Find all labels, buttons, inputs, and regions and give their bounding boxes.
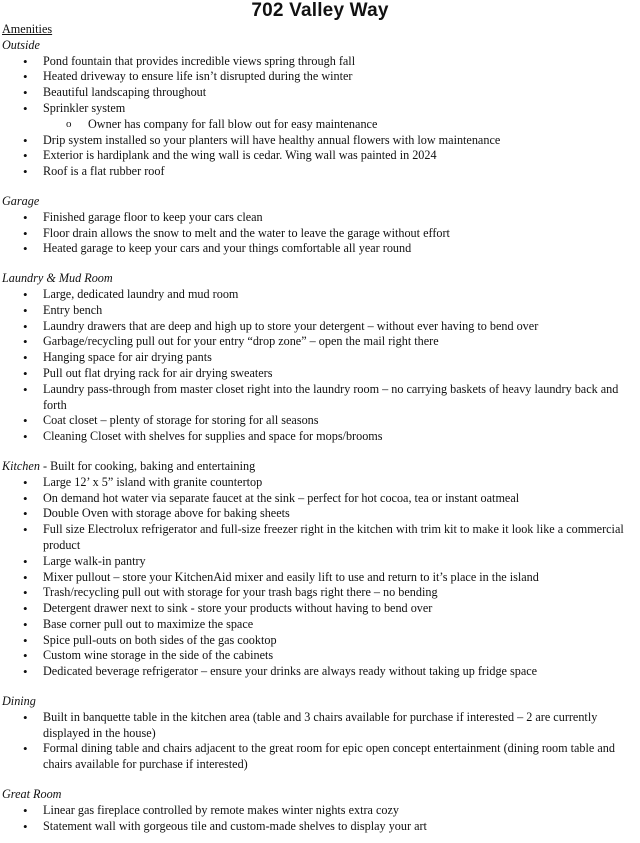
list-item: • Formal dining table and chairs adjacent to the great room for epic open concept entertainment (dining room table and chairs available for purchase if interested) bbox=[2, 741, 638, 773]
section-title: Laundry & Mud Room bbox=[2, 271, 113, 286]
list-item: • Mixer pullout – store your KitchenAid mixer and easily lift to use and return to it’s place in the island bbox=[2, 570, 638, 586]
list-item: • Roof is a flat rubber roof bbox=[2, 164, 638, 180]
list-item: • Large 12’ x 5” island with granite countertop bbox=[2, 475, 638, 491]
section-outside bbox=[2, 38, 638, 180]
list-item: • Hanging space for air drying pants bbox=[2, 350, 638, 366]
bullet-list bbox=[2, 54, 638, 180]
list-item: • Cleaning Closet with shelves for supplies and space for mops/brooms bbox=[2, 429, 638, 445]
list-item: • Base corner pull out to maximize the space bbox=[2, 617, 638, 633]
sub-list-item: o Owner has company for fall blow out for easy maintenance bbox=[2, 117, 638, 133]
list-item: • Large, dedicated laundry and mud room bbox=[2, 287, 638, 303]
list-item: • Double Oven with storage above for baking sheets bbox=[2, 506, 638, 522]
list-item: • Trash/recycling pull out with storage for your trash bags right there – no bending bbox=[2, 585, 638, 601]
bullet-list bbox=[2, 287, 638, 445]
amenities-content bbox=[2, 22, 638, 834]
list-item: • Custom wine storage in the side of the cabinets bbox=[2, 648, 638, 664]
list-item: • Statement wall with gorgeous tile and custom-made shelves to display your art bbox=[2, 819, 638, 835]
section-title: Kitchen - Built for cooking, baking and entertaining bbox=[2, 458, 256, 473]
list-item: • Heated driveway to ensure life isn’t disrupted during the winter bbox=[2, 69, 638, 85]
page-title: 702 Valley Way bbox=[251, 0, 389, 21]
list-item: • Detergent drawer next to sink - store your products without having to bend over bbox=[2, 601, 638, 617]
list-item: • Exterior is hardiplank and the wing wall is cedar. Wing wall was painted in 2024 bbox=[2, 148, 638, 164]
list-item: • Dedicated beverage refrigerator – ensure your drinks are always ready without taking up fridge space bbox=[2, 664, 638, 680]
list-item: • Linear gas fireplace controlled by remote makes winter nights extra cozy bbox=[2, 803, 638, 819]
section-title: Great Room bbox=[2, 787, 62, 802]
section-title: Garage bbox=[2, 193, 40, 208]
bullet-list bbox=[2, 803, 638, 835]
list-item: • Coat closet – plenty of storage for storing for all seasons bbox=[2, 413, 638, 429]
section-subtitle: - Built for cooking, baking and entertaining bbox=[39, 458, 256, 473]
list-item: • Heated garage to keep your cars and your things comfortable all year round bbox=[2, 241, 638, 257]
section-dining bbox=[2, 694, 638, 773]
list-item: • Built in banquette table in the kitchen area (table and 3 chairs available for purchase if interested – 2 are currently displayed in the house) bbox=[2, 710, 638, 742]
list-item: • Garbage/recycling pull out for your entry “drop zone” – open the mail right there bbox=[2, 334, 638, 350]
list-item: • Laundry pass-through from master closet right into the laundry room – no carrying baskets of heavy laundry back and forth bbox=[2, 382, 638, 414]
list-item: • Pond fountain that provides incredible views spring through fall bbox=[2, 54, 638, 70]
list-item: • On demand hot water via separate faucet at the sink – perfect for hot cocoa, tea or instant oatmeal bbox=[2, 491, 638, 507]
list-item: • Entry bench bbox=[2, 303, 638, 319]
list-item: • Spice pull-outs on both sides of the gas cooktop bbox=[2, 633, 638, 649]
bullet-list bbox=[2, 710, 638, 773]
list-item: • Laundry drawers that are deep and high up to store your detergent – without ever having to bend over bbox=[2, 319, 638, 335]
bullet-list bbox=[2, 475, 638, 680]
section-great-room bbox=[2, 787, 638, 834]
list-item: • Finished garage floor to keep your cars clean bbox=[2, 210, 638, 226]
section-laundry-mud-room bbox=[2, 271, 638, 445]
list-item: • Beautiful landscaping throughout bbox=[2, 85, 638, 101]
list-item: • Large walk-in pantry bbox=[2, 554, 638, 570]
list-item: • Drip system installed so your planters will have healthy annual flowers with low maintenance bbox=[2, 133, 638, 149]
section-title: Dining bbox=[2, 694, 36, 709]
list-item: • Full size Electrolux refrigerator and full-size freezer right in the kitchen with trim kit to make it look like a commercial product bbox=[2, 522, 638, 554]
section-title: Outside bbox=[2, 37, 40, 52]
section-garage bbox=[2, 194, 638, 257]
list-item: • Pull out flat drying rack for air drying sweaters bbox=[2, 366, 638, 382]
amenities-heading: Amenities bbox=[2, 22, 53, 36]
section-kitchen bbox=[2, 459, 638, 680]
list-item: • Sprinkler system bbox=[2, 101, 638, 117]
list-item: • Floor drain allows the snow to melt and the water to leave the garage without effort bbox=[2, 226, 638, 242]
bullet-list bbox=[2, 210, 638, 257]
